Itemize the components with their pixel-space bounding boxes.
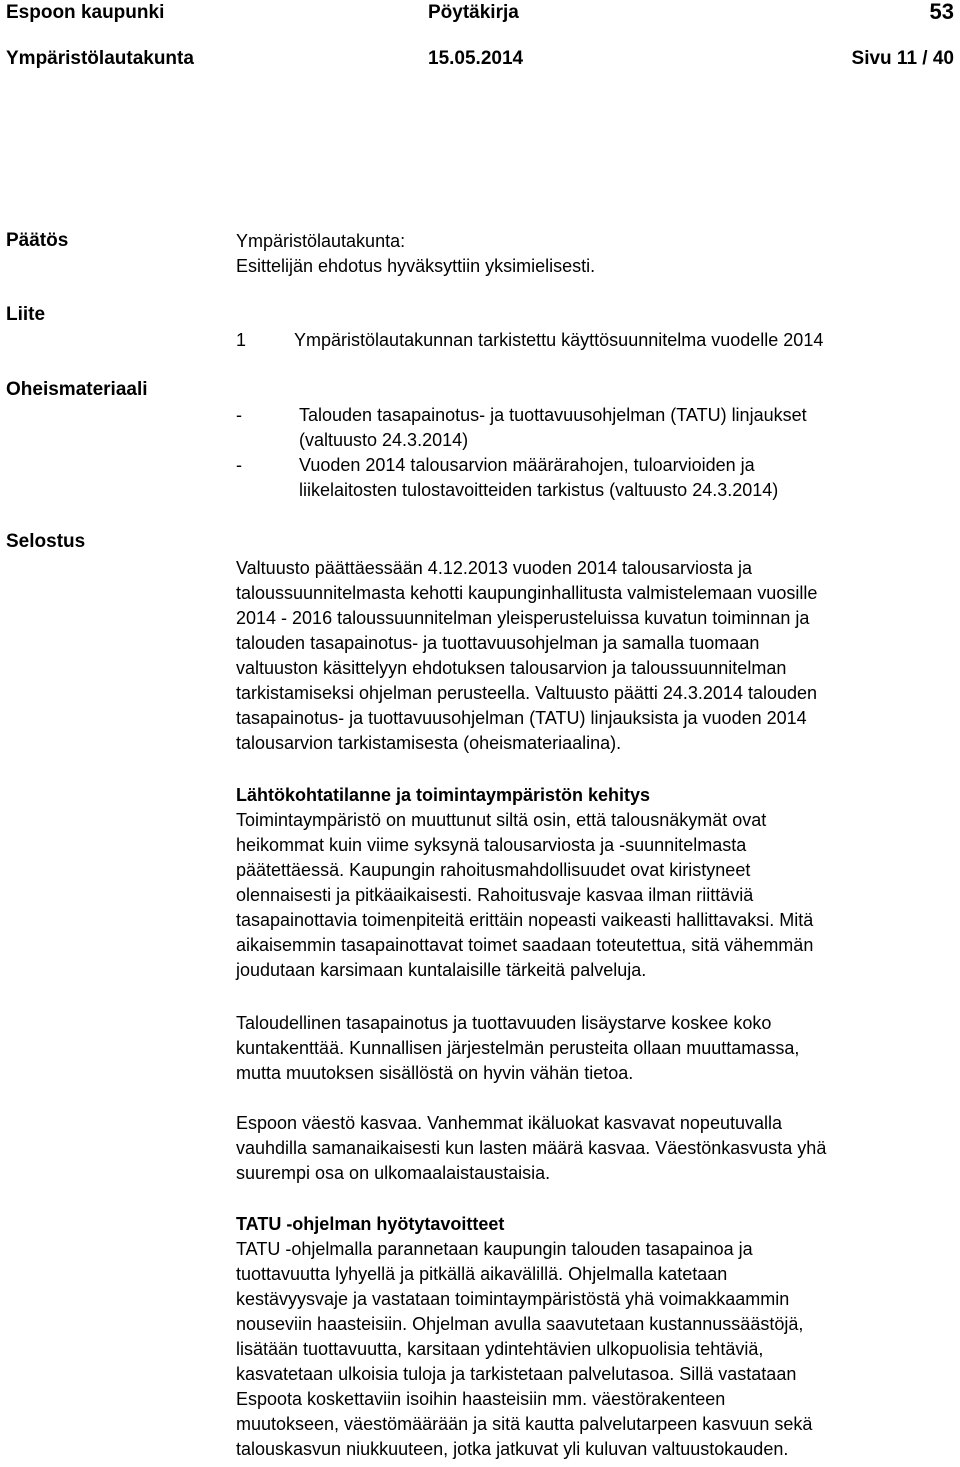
text-line: kasvatetaan ulkoisia tuloja ja tarkistetaan palvelutasoa. Sillä vastataan [236, 1364, 797, 1384]
item-2-line-1: Vuoden 2014 talousarvion määrärahojen, tuloarvioiden ja [299, 455, 755, 475]
selostus-paragraph-1 [236, 556, 956, 756]
paatos-line-1: Ympäristölautakunta: [236, 231, 406, 251]
header-row-1 [6, 0, 956, 26]
section-heading: Lähtökohtatilanne ja toimintaympäristön kehitys [236, 785, 651, 805]
oheismateriaali-item-1 [236, 403, 956, 453]
text-line: TATU -ohjelmalla parannetaan kaupungin talouden tasapainoa ja [236, 1239, 753, 1259]
text-line: tarkistamiseksi ohjelman perusteella. Valtuusto päätti 24.3.2014 talouden [236, 683, 818, 703]
text-line: talousarvion tarkistamisesta (oheismateriaalina). [236, 733, 622, 753]
board-name: Ympäristölautakunta [6, 48, 194, 69]
dash-marker: - [236, 455, 242, 475]
text-line: tuottavuutta lyhyellä ja pitkällä aikavälillä. Ohjelmalla katetaan [236, 1264, 728, 1284]
item-1-line-1: Talouden tasapainotus- ja tuottavuusohjelman (TATU) linjaukset [299, 405, 807, 425]
label-paatos: Päätös [6, 230, 69, 251]
text-line: Taloudellinen tasapainotus ja tuottavuuden lisäystarve koskee koko [236, 1013, 772, 1033]
text-line: talouskasvun niukkuuteen, jotka jatkuvat yli kuluvan valtuustokauden. [236, 1439, 789, 1459]
text-line: aikaisemmin tasapainottavat toimet saadaan toteutettua, sitä vähemmän [236, 935, 814, 955]
text-line: olennaisesti ja pitkäaikaisesti. Rahoitusvaje kasvaa ilman riittäviä [236, 885, 754, 905]
label-liite: Liite [6, 304, 46, 325]
text-line: 2014 - 2016 taloussuunnitelman yleisperusteluissa kuvatun toiminnan ja [236, 608, 810, 628]
text-line: nouseviin haasteisiin. Ohjelman avulla saavutetaan kustannussäästöjä, [236, 1314, 804, 1334]
text-line: kestävyysvaje ja vastataan toimintaympäristöstä yhä voimakkaammin [236, 1289, 790, 1309]
text-line: Espoon väestö kasvaa. Vanhemmat ikäluokat kasvavat nopeutuvalla [236, 1113, 782, 1133]
liite-block [236, 328, 956, 353]
text-line: vauhdilla samanaikaisesti kun lasten määrä kasvaa. Väestönkasvusta yhä [236, 1138, 827, 1158]
text-line: mutta muutoksen sisällöstä on hyvin vähän tietoa. [236, 1063, 634, 1083]
text-line: taloussuunnitelmasta kehotti kaupunginhallitusta valmistelemaan vuosille [236, 583, 818, 603]
liite-item [236, 328, 956, 353]
page-number: Sivu 11 / 40 [851, 48, 954, 69]
text-line: talouden tasapainotus- ja tuottavuusohjelman ja samalla tuomaan [236, 633, 760, 653]
item-1-line-2: (valtuusto 24.3.2014) [299, 430, 469, 450]
text-line: muutokseen, väestömäärään ja sitä kautta palvelutarpeen kasvuun sekä [236, 1414, 813, 1434]
label-oheismateriaali: Oheismateriaali [6, 379, 148, 400]
text-line: Espoota koskettaviin isoihin haasteisiin mm. väestörakenteen [236, 1389, 726, 1409]
section-number: 53 [929, 0, 954, 24]
label-selostus: Selostus [6, 531, 86, 552]
text-line: lisätään tuottavuutta, karsitaan ydintehtävien ulkopuolisia tehtäviä, [236, 1339, 764, 1359]
text-line: joudutaan karsimaan kuntalaisille tärkeitä palveluja. [236, 960, 647, 980]
text-line: päätettäessä. Kaupungin rahoitusmahdollisuudet ovat kiristyneet [236, 860, 751, 880]
liite-number: 1 [236, 330, 247, 350]
meeting-date: 15.05.2014 [428, 48, 524, 69]
section-heading: TATU -ohjelman hyötytavoitteet [236, 1214, 505, 1234]
item-2-line-2: liikelaitosten tulostavoitteiden tarkistus (valtuusto 24.3.2014) [299, 480, 779, 500]
paatos-line-2: Esittelijän ehdotus hyväksyttiin yksimielisesti. [236, 256, 596, 276]
oheismateriaali-item-2 [236, 453, 956, 503]
dash-marker: - [236, 405, 242, 425]
selostus-section-tatu [236, 1212, 956, 1462]
selostus-paragraph-3 [236, 1011, 956, 1086]
doc-type: Pöytäkirja [428, 2, 519, 23]
oheismateriaali-block [236, 403, 956, 503]
text-line: tasapainotus- ja tuottavuusohjelman (TATU) linjauksista ja vuoden 2014 [236, 708, 807, 728]
header-row-2 [6, 46, 956, 72]
org-name: Espoon kaupunki [6, 2, 165, 23]
text-line: Valtuusto päättäessään 4.12.2013 vuoden 2014 talousarviosta ja [236, 558, 753, 578]
text-line: tasapainottavia toimenpiteitä erittäin nopeasti vaikeasti hallittavaksi. Mitä [236, 910, 814, 930]
paatos-block [236, 229, 956, 279]
text-line: heikommat kuin viime syksynä talousarviosta ja -suunnitelmasta [236, 835, 747, 855]
text-line: suurempi osa on ulkomaalaistaustaisia. [236, 1163, 551, 1183]
selostus-paragraph-4 [236, 1111, 956, 1186]
liite-text: Ympäristölautakunnan tarkistettu käyttösuunnitelma vuodelle 2014 [294, 330, 824, 350]
text-line: kuntakenttää. Kunnallisen järjestelmän perusteita ollaan muuttamassa, [236, 1038, 800, 1058]
text-line: valtuuston käsittelyyn ehdotuksen talousarvion ja taloussuunnitelman [236, 658, 787, 678]
selostus-section-lahtokohta [236, 783, 956, 983]
text-line: Toimintaympäristö on muuttunut siltä osin, että talousnäkymät ovat [236, 810, 767, 830]
